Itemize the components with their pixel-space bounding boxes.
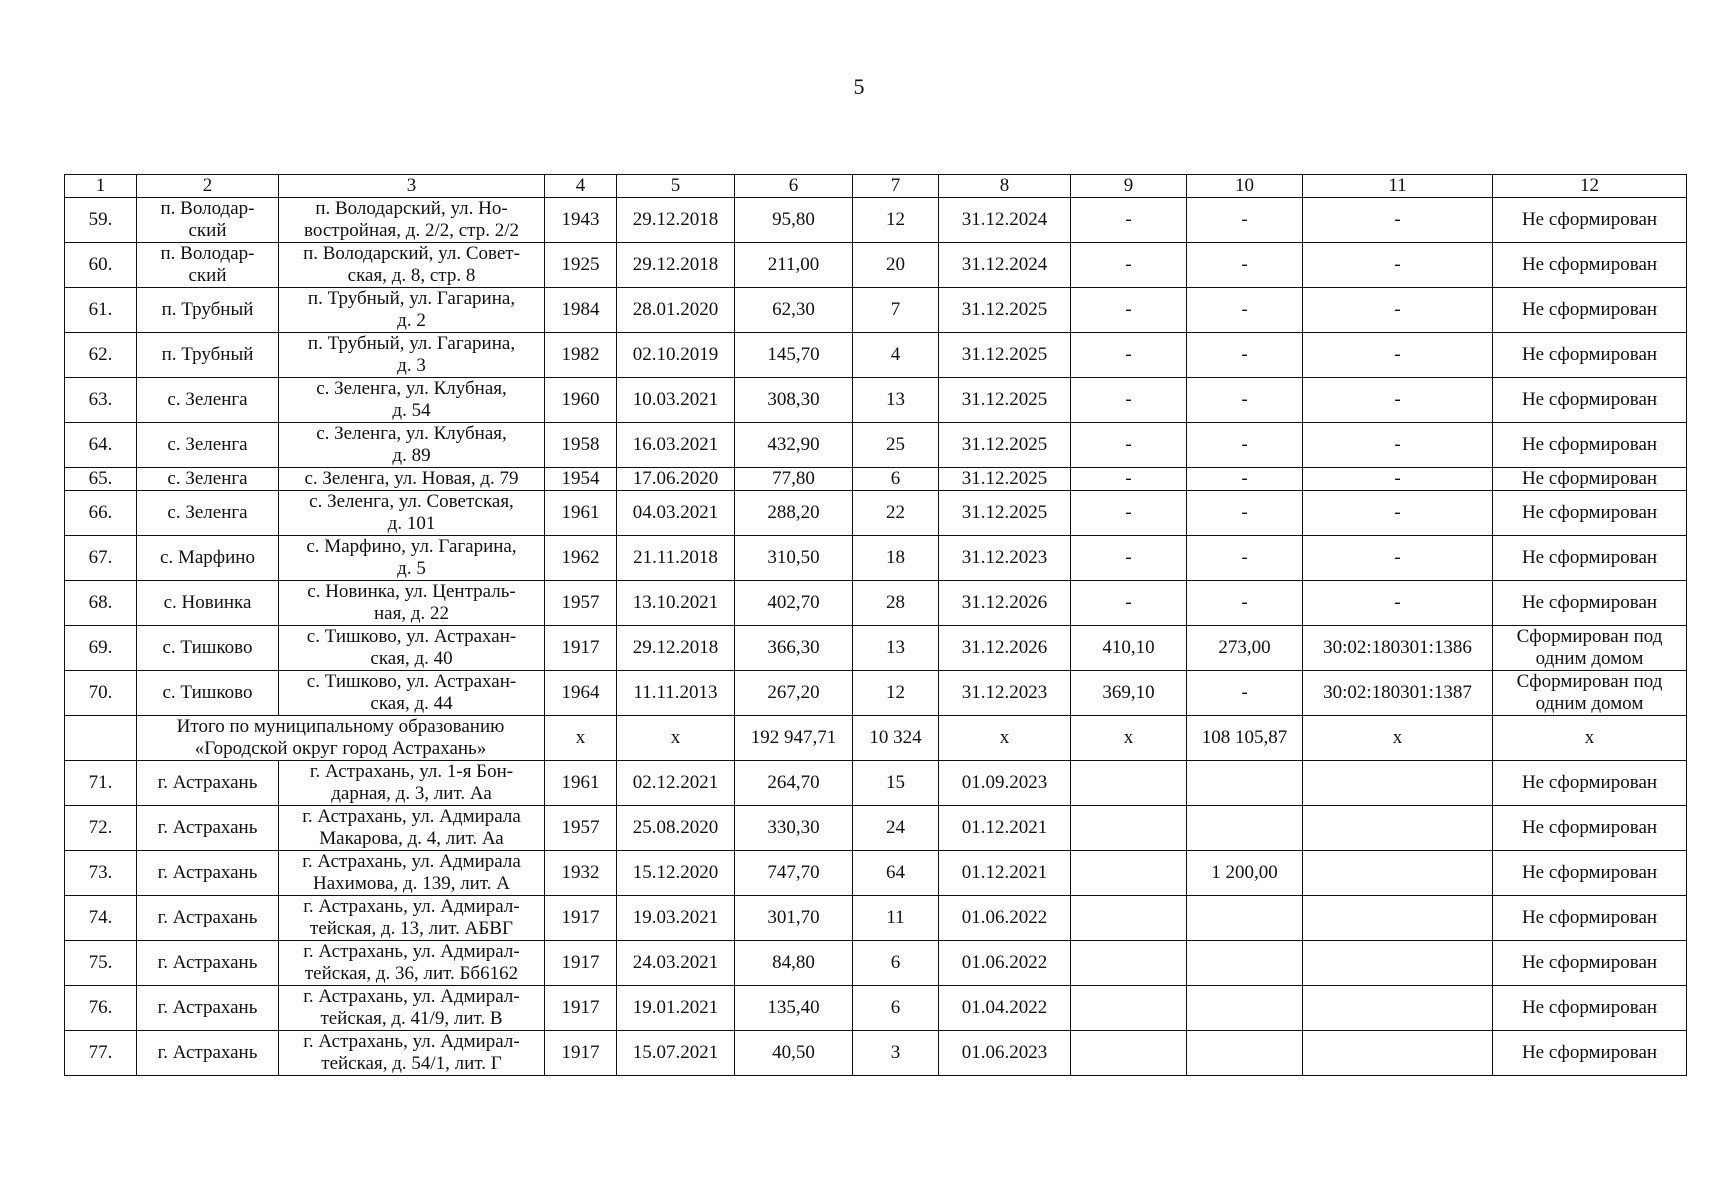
residents-cell: 22 <box>853 491 939 536</box>
address-cell: г. Астрахань, ул. Адмирал- тейская, д. 36, лит. Бб6162 <box>279 941 545 986</box>
table-row <box>65 941 1687 986</box>
date-cell: 29.12.2018 <box>617 626 735 671</box>
locality-cell: г. Астрахань <box>137 986 279 1031</box>
cadastral-cell <box>1303 806 1493 851</box>
row-number-cell: 75. <box>65 941 137 986</box>
year-cell: 1960 <box>545 378 617 423</box>
table-row <box>65 378 1687 423</box>
area-cell: 40,50 <box>735 1031 853 1076</box>
area-cell: 264,70 <box>735 761 853 806</box>
col10-cell: - <box>1187 288 1303 333</box>
col9-cell: - <box>1071 333 1187 378</box>
col10-cell <box>1187 1031 1303 1076</box>
col10-cell: - <box>1187 671 1303 716</box>
cadastral-cell: - <box>1303 378 1493 423</box>
locality-cell: п. Володар- ский <box>137 198 279 243</box>
area-cell: 330,30 <box>735 806 853 851</box>
residents-cell: 6 <box>853 986 939 1031</box>
col9-cell <box>1071 1031 1187 1076</box>
deadline-cell: 31.12.2023 <box>939 536 1071 581</box>
status-cell: Сформирован под одним домом <box>1493 671 1687 716</box>
col10-cell: - <box>1187 468 1303 491</box>
address-cell: г. Астрахань, ул. Адмирала Нахимова, д. 139, лит. А <box>279 851 545 896</box>
locality-cell: г. Астрахань <box>137 806 279 851</box>
date-cell: 04.03.2021 <box>617 491 735 536</box>
status-cell: Не сформирован <box>1493 378 1687 423</box>
cadastral-cell <box>1303 1031 1493 1076</box>
row-number-cell: 66. <box>65 491 137 536</box>
area-cell: 84,80 <box>735 941 853 986</box>
cadastral-cell: 30:02:180301:1387 <box>1303 671 1493 716</box>
deadline-cell: 31.12.2024 <box>939 243 1071 288</box>
total-row <box>65 716 1687 761</box>
cadastral-cell <box>1303 851 1493 896</box>
cadastral-cell: - <box>1303 423 1493 468</box>
total-c9-cell: x <box>1071 716 1187 761</box>
row-number-cell: 73. <box>65 851 137 896</box>
date-cell: 29.12.2018 <box>617 198 735 243</box>
deadline-cell: 31.12.2025 <box>939 491 1071 536</box>
residents-cell: 13 <box>853 626 939 671</box>
residents-cell: 20 <box>853 243 939 288</box>
year-cell: 1925 <box>545 243 617 288</box>
cadastral-cell: - <box>1303 243 1493 288</box>
cadastral-cell <box>1303 986 1493 1031</box>
deadline-cell: 31.12.2025 <box>939 423 1071 468</box>
col9-cell <box>1071 851 1187 896</box>
table-row <box>65 761 1687 806</box>
col9-cell: 410,10 <box>1071 626 1187 671</box>
row-number-cell: 71. <box>65 761 137 806</box>
header-cell: 11 <box>1303 175 1493 198</box>
locality-cell: с. Новинка <box>137 581 279 626</box>
table-row <box>65 1031 1687 1076</box>
total-c11-cell: x <box>1303 716 1493 761</box>
date-cell: 15.12.2020 <box>617 851 735 896</box>
col9-cell: - <box>1071 536 1187 581</box>
cadastral-cell <box>1303 896 1493 941</box>
address-cell: с. Новинка, ул. Централь- ная, д. 22 <box>279 581 545 626</box>
area-cell: 288,20 <box>735 491 853 536</box>
area-cell: 145,70 <box>735 333 853 378</box>
date-cell: 24.03.2021 <box>617 941 735 986</box>
residents-cell: 12 <box>853 198 939 243</box>
total-c10-cell: 108 105,87 <box>1187 716 1303 761</box>
row-number-cell: 74. <box>65 896 137 941</box>
locality-cell: с. Тишково <box>137 671 279 716</box>
col10-cell: - <box>1187 536 1303 581</box>
table-row <box>65 806 1687 851</box>
address-cell: г. Астрахань, ул. 1-я Бон- дарная, д. 3, лит. Аа <box>279 761 545 806</box>
status-cell: Не сформирован <box>1493 1031 1687 1076</box>
address-cell: с. Зеленга, ул. Клубная, д. 54 <box>279 378 545 423</box>
col9-cell <box>1071 896 1187 941</box>
cadastral-cell: - <box>1303 198 1493 243</box>
cadastral-cell: - <box>1303 581 1493 626</box>
status-cell: Не сформирован <box>1493 333 1687 378</box>
table-row <box>65 198 1687 243</box>
locality-cell: с. Марфино <box>137 536 279 581</box>
residents-cell: 4 <box>853 333 939 378</box>
area-cell: 267,20 <box>735 671 853 716</box>
date-cell: 15.07.2021 <box>617 1031 735 1076</box>
residents-cell: 15 <box>853 761 939 806</box>
residents-cell: 6 <box>853 941 939 986</box>
col9-cell: - <box>1071 288 1187 333</box>
year-cell: 1917 <box>545 896 617 941</box>
col10-cell <box>1187 986 1303 1031</box>
year-cell: 1961 <box>545 491 617 536</box>
table-row <box>65 423 1687 468</box>
table-row <box>65 243 1687 288</box>
cadastral-cell <box>1303 761 1493 806</box>
residents-cell: 11 <box>853 896 939 941</box>
status-cell: Не сформирован <box>1493 941 1687 986</box>
total-empty-cell <box>65 716 137 761</box>
date-cell: 02.12.2021 <box>617 761 735 806</box>
deadline-cell: 01.04.2022 <box>939 986 1071 1031</box>
row-number-cell: 63. <box>65 378 137 423</box>
locality-cell: с. Тишково <box>137 626 279 671</box>
residents-cell: 3 <box>853 1031 939 1076</box>
col9-cell: - <box>1071 581 1187 626</box>
year-cell: 1917 <box>545 941 617 986</box>
header-cell: 10 <box>1187 175 1303 198</box>
row-number-cell: 60. <box>65 243 137 288</box>
locality-cell: г. Астрахань <box>137 1031 279 1076</box>
deadline-cell: 01.12.2021 <box>939 806 1071 851</box>
row-number-cell: 62. <box>65 333 137 378</box>
year-cell: 1943 <box>545 198 617 243</box>
address-cell: г. Астрахань, ул. Адмирал- тейская, д. 13, лит. АБВГ <box>279 896 545 941</box>
deadline-cell: 31.12.2026 <box>939 626 1071 671</box>
area-cell: 402,70 <box>735 581 853 626</box>
date-cell: 02.10.2019 <box>617 333 735 378</box>
col9-cell: - <box>1071 378 1187 423</box>
area-cell: 747,70 <box>735 851 853 896</box>
residents-cell: 28 <box>853 581 939 626</box>
header-cell: 1 <box>65 175 137 198</box>
address-cell: с. Зеленга, ул. Новая, д. 79 <box>279 468 545 491</box>
col9-cell: 369,10 <box>1071 671 1187 716</box>
deadline-cell: 01.06.2023 <box>939 1031 1071 1076</box>
locality-cell: с. Зеленга <box>137 423 279 468</box>
col9-cell: - <box>1071 423 1187 468</box>
table-body <box>65 175 1687 1076</box>
address-cell: с. Марфино, ул. Гагарина, д. 5 <box>279 536 545 581</box>
status-cell: Не сформирован <box>1493 468 1687 491</box>
locality-cell: с. Зеленга <box>137 468 279 491</box>
cadastral-cell: - <box>1303 491 1493 536</box>
date-cell: 10.03.2021 <box>617 378 735 423</box>
area-cell: 308,30 <box>735 378 853 423</box>
year-cell: 1982 <box>545 333 617 378</box>
cadastral-cell <box>1303 941 1493 986</box>
area-cell: 77,80 <box>735 468 853 491</box>
residents-cell: 24 <box>853 806 939 851</box>
col9-cell: - <box>1071 198 1187 243</box>
address-cell: г. Астрахань, ул. Адмирал- тейская, д. 41/9, лит. В <box>279 986 545 1031</box>
address-cell: п. Трубный, ул. Гагарина, д. 2 <box>279 288 545 333</box>
table-row <box>65 491 1687 536</box>
cadastral-cell: - <box>1303 288 1493 333</box>
date-cell: 11.11.2013 <box>617 671 735 716</box>
area-cell: 366,30 <box>735 626 853 671</box>
residents-cell: 64 <box>853 851 939 896</box>
status-cell: Не сформирован <box>1493 536 1687 581</box>
locality-cell: г. Астрахань <box>137 896 279 941</box>
address-cell: г. Астрахань, ул. Адмирал- тейская, д. 54/1, лит. Г <box>279 1031 545 1076</box>
date-cell: 25.08.2020 <box>617 806 735 851</box>
table-row <box>65 536 1687 581</box>
locality-cell: г. Астрахань <box>137 851 279 896</box>
page-number: 5 <box>853 74 865 99</box>
header-cell: 8 <box>939 175 1071 198</box>
table-row <box>65 851 1687 896</box>
address-cell: с. Тишково, ул. Астрахан- ская, д. 44 <box>279 671 545 716</box>
address-cell: п. Володарский, ул. Но- востройная, д. 2/2, стр. 2/2 <box>279 198 545 243</box>
year-cell: 1964 <box>545 671 617 716</box>
date-cell: 29.12.2018 <box>617 243 735 288</box>
cadastral-cell: - <box>1303 468 1493 491</box>
locality-cell: г. Астрахань <box>137 941 279 986</box>
total-c8-cell: x <box>939 716 1071 761</box>
col9-cell: - <box>1071 491 1187 536</box>
address-cell: с. Тишково, ул. Астрахан- ская, д. 40 <box>279 626 545 671</box>
header-cell: 3 <box>279 175 545 198</box>
row-number-cell: 70. <box>65 671 137 716</box>
col10-cell: - <box>1187 333 1303 378</box>
table-row <box>65 468 1687 491</box>
residents-cell: 25 <box>853 423 939 468</box>
table-row <box>65 581 1687 626</box>
locality-cell: с. Зеленга <box>137 491 279 536</box>
year-cell: 1984 <box>545 288 617 333</box>
status-cell: Не сформирован <box>1493 806 1687 851</box>
deadline-cell: 31.12.2024 <box>939 198 1071 243</box>
col10-cell <box>1187 761 1303 806</box>
col9-cell <box>1071 806 1187 851</box>
table-row <box>65 626 1687 671</box>
locality-cell: с. Зеленга <box>137 378 279 423</box>
locality-cell: п. Трубный <box>137 333 279 378</box>
col10-cell: - <box>1187 198 1303 243</box>
status-cell: Сформирован под одним домом <box>1493 626 1687 671</box>
col10-cell: - <box>1187 243 1303 288</box>
header-cell: 12 <box>1493 175 1687 198</box>
date-cell: 16.03.2021 <box>617 423 735 468</box>
year-cell: 1962 <box>545 536 617 581</box>
col9-cell <box>1071 761 1187 806</box>
year-cell: 1917 <box>545 986 617 1031</box>
cadastral-cell: - <box>1303 536 1493 581</box>
header-cell: 2 <box>137 175 279 198</box>
status-cell: Не сформирован <box>1493 986 1687 1031</box>
col10-cell: - <box>1187 423 1303 468</box>
date-cell: 19.01.2021 <box>617 986 735 1031</box>
deadline-cell: 01.06.2022 <box>939 896 1071 941</box>
status-cell: Не сформирован <box>1493 243 1687 288</box>
table-row <box>65 333 1687 378</box>
date-cell: 28.01.2020 <box>617 288 735 333</box>
address-cell: с. Зеленга, ул. Советская, д. 101 <box>279 491 545 536</box>
row-number-cell: 69. <box>65 626 137 671</box>
table-row <box>65 896 1687 941</box>
locality-cell: п. Володар- ский <box>137 243 279 288</box>
year-cell: 1932 <box>545 851 617 896</box>
col10-cell: 1 200,00 <box>1187 851 1303 896</box>
status-cell: Не сформирован <box>1493 288 1687 333</box>
row-number-cell: 61. <box>65 288 137 333</box>
registry-table <box>64 174 1687 1076</box>
deadline-cell: 31.12.2023 <box>939 671 1071 716</box>
address-cell: п. Трубный, ул. Гагарина, д. 3 <box>279 333 545 378</box>
area-cell: 301,70 <box>735 896 853 941</box>
col9-cell <box>1071 986 1187 1031</box>
address-cell: с. Зеленга, ул. Клубная, д. 89 <box>279 423 545 468</box>
date-cell: 21.11.2018 <box>617 536 735 581</box>
residents-cell: 6 <box>853 468 939 491</box>
date-cell: 17.06.2020 <box>617 468 735 491</box>
area-cell: 432,90 <box>735 423 853 468</box>
col10-cell <box>1187 896 1303 941</box>
row-number-cell: 76. <box>65 986 137 1031</box>
residents-cell: 18 <box>853 536 939 581</box>
row-number-cell: 72. <box>65 806 137 851</box>
row-number-cell: 67. <box>65 536 137 581</box>
col9-cell: - <box>1071 243 1187 288</box>
header-cell: 9 <box>1071 175 1187 198</box>
area-cell: 135,40 <box>735 986 853 1031</box>
row-number-cell: 68. <box>65 581 137 626</box>
status-cell: Не сформирован <box>1493 423 1687 468</box>
area-cell: 211,00 <box>735 243 853 288</box>
locality-cell: п. Трубный <box>137 288 279 333</box>
residents-cell: 7 <box>853 288 939 333</box>
deadline-cell: 31.12.2025 <box>939 378 1071 423</box>
row-number-cell: 65. <box>65 468 137 491</box>
deadline-cell: 31.12.2025 <box>939 288 1071 333</box>
row-number-cell: 59. <box>65 198 137 243</box>
status-cell: Не сформирован <box>1493 581 1687 626</box>
date-cell: 19.03.2021 <box>617 896 735 941</box>
status-cell: Не сформирован <box>1493 198 1687 243</box>
residents-cell: 13 <box>853 378 939 423</box>
col10-cell <box>1187 941 1303 986</box>
address-cell: п. Володарский, ул. Совет- ская, д. 8, стр. 8 <box>279 243 545 288</box>
year-cell: 1917 <box>545 1031 617 1076</box>
deadline-cell: 31.12.2025 <box>939 468 1071 491</box>
col10-cell: - <box>1187 581 1303 626</box>
deadline-cell: 01.12.2021 <box>939 851 1071 896</box>
table-row <box>65 986 1687 1031</box>
total-c5-cell: x <box>617 716 735 761</box>
row-number-cell: 77. <box>65 1031 137 1076</box>
area-cell: 95,80 <box>735 198 853 243</box>
area-cell: 310,50 <box>735 536 853 581</box>
row-number-cell: 64. <box>65 423 137 468</box>
cadastral-cell: 30:02:180301:1386 <box>1303 626 1493 671</box>
col10-cell <box>1187 806 1303 851</box>
total-label-cell: Итого по муниципальному образованию «Городской округ город Астрахань» <box>137 716 545 761</box>
table-row <box>65 671 1687 716</box>
year-cell: 1958 <box>545 423 617 468</box>
total-c7-cell: 10 324 <box>853 716 939 761</box>
header-cell: 6 <box>735 175 853 198</box>
date-cell: 13.10.2021 <box>617 581 735 626</box>
area-cell: 62,30 <box>735 288 853 333</box>
locality-cell: г. Астрахань <box>137 761 279 806</box>
header-row <box>65 175 1687 198</box>
year-cell: 1917 <box>545 626 617 671</box>
col10-cell: 273,00 <box>1187 626 1303 671</box>
col9-cell <box>1071 941 1187 986</box>
total-c6-cell: 192 947,71 <box>735 716 853 761</box>
col10-cell: - <box>1187 491 1303 536</box>
total-c4-cell: x <box>545 716 617 761</box>
header-cell: 4 <box>545 175 617 198</box>
table-row <box>65 288 1687 333</box>
residents-cell: 12 <box>853 671 939 716</box>
deadline-cell: 01.06.2022 <box>939 941 1071 986</box>
col10-cell: - <box>1187 378 1303 423</box>
deadline-cell: 31.12.2025 <box>939 333 1071 378</box>
address-cell: г. Астрахань, ул. Адмирала Макарова, д. 4, лит. Аа <box>279 806 545 851</box>
year-cell: 1961 <box>545 761 617 806</box>
status-cell: Не сформирован <box>1493 761 1687 806</box>
total-c12-cell: x <box>1493 716 1687 761</box>
col9-cell: - <box>1071 468 1187 491</box>
header-cell: 5 <box>617 175 735 198</box>
year-cell: 1957 <box>545 581 617 626</box>
header-cell: 7 <box>853 175 939 198</box>
deadline-cell: 31.12.2026 <box>939 581 1071 626</box>
status-cell: Не сформирован <box>1493 896 1687 941</box>
year-cell: 1957 <box>545 806 617 851</box>
deadline-cell: 01.09.2023 <box>939 761 1071 806</box>
status-cell: Не сформирован <box>1493 491 1687 536</box>
year-cell: 1954 <box>545 468 617 491</box>
status-cell: Не сформирован <box>1493 851 1687 896</box>
cadastral-cell: - <box>1303 333 1493 378</box>
